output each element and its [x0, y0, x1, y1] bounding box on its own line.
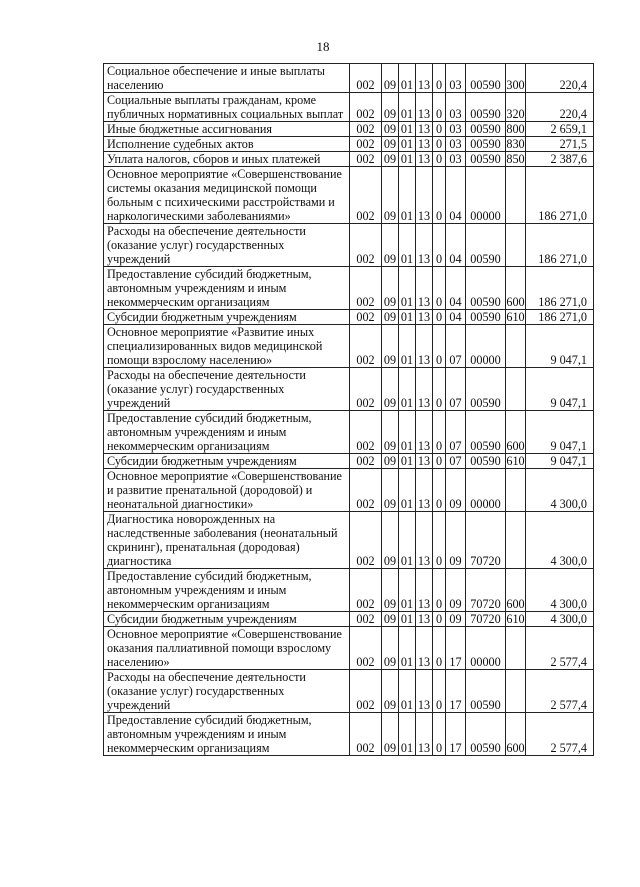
- cell-program-code: 13: [416, 512, 433, 569]
- table-row: [104, 167, 594, 224]
- cell-event-code: 09: [446, 512, 466, 569]
- cell-expense-type-code: [506, 325, 526, 368]
- cell-direction-code: 70720: [466, 612, 506, 627]
- cell-name: Основное мероприятие «Совершенствование оказания паллиативной помощи взрослому населению»: [104, 627, 350, 670]
- table-row: [104, 122, 594, 137]
- cell-program-code: 13: [416, 122, 433, 137]
- cell-expense-type-code: 600: [506, 569, 526, 612]
- cell-expense-type-code: [506, 167, 526, 224]
- cell-ministry-code: 002: [350, 713, 382, 756]
- table-row: [104, 469, 594, 512]
- cell-program-code: 13: [416, 612, 433, 627]
- cell-ministry-code: 002: [350, 325, 382, 368]
- cell-program-code: 13: [416, 627, 433, 670]
- cell-amount: 2 577,4: [526, 670, 594, 713]
- table-row: [104, 310, 594, 325]
- cell-ministry-code: 002: [350, 152, 382, 167]
- cell-subsection-code: 01: [399, 627, 416, 670]
- cell-program-code: 13: [416, 224, 433, 267]
- cell-direction-code: 00590: [466, 454, 506, 469]
- cell-amount: 186 271,0: [526, 267, 594, 310]
- cell-direction-code: 00000: [466, 325, 506, 368]
- cell-ministry-code: 002: [350, 670, 382, 713]
- cell-section-code: 09: [382, 310, 399, 325]
- cell-name: Иные бюджетные ассигнования: [104, 122, 350, 137]
- cell-event-code: 04: [446, 167, 466, 224]
- cell-name: Основное мероприятие «Развитие иных специализированных видов медицинской помощи взрослому населению»: [104, 325, 350, 368]
- cell-direction-code: 00590: [466, 310, 506, 325]
- table-row: [104, 512, 594, 569]
- cell-direction-code: 00590: [466, 64, 506, 93]
- cell-expense-type-code: 600: [506, 411, 526, 454]
- cell-event-code: 17: [446, 670, 466, 713]
- cell-expense-type-code: [506, 512, 526, 569]
- cell-subsection-code: 01: [399, 267, 416, 310]
- cell-name: Уплата налогов, сборов и иных платежей: [104, 152, 350, 167]
- table-row: [104, 713, 594, 756]
- cell-subsection-code: 01: [399, 224, 416, 267]
- cell-event-code: 07: [446, 368, 466, 411]
- cell-name: Расходы на обеспечение деятельности (оказание услуг) государственных учреждений: [104, 670, 350, 713]
- cell-amount: 9 047,1: [526, 368, 594, 411]
- cell-section-code: 09: [382, 569, 399, 612]
- table-row: [104, 93, 594, 122]
- cell-amount: 220,4: [526, 64, 594, 93]
- cell-amount: 4 300,0: [526, 512, 594, 569]
- cell-program-code: 13: [416, 569, 433, 612]
- cell-name: Предоставление субсидий бюджетным, автономным учреждениям и иным некоммерческим организациям: [104, 267, 350, 310]
- cell-section-code: 09: [382, 670, 399, 713]
- cell-subprogram-code: 0: [433, 152, 446, 167]
- cell-program-code: 13: [416, 469, 433, 512]
- cell-event-code: 09: [446, 612, 466, 627]
- cell-ministry-code: 002: [350, 122, 382, 137]
- cell-ministry-code: 002: [350, 167, 382, 224]
- cell-subprogram-code: 0: [433, 713, 446, 756]
- cell-amount: 186 271,0: [526, 310, 594, 325]
- cell-section-code: 09: [382, 93, 399, 122]
- cell-ministry-code: 002: [350, 469, 382, 512]
- cell-expense-type-code: [506, 368, 526, 411]
- page-number: 18: [316, 39, 330, 54]
- cell-amount: 186 271,0: [526, 224, 594, 267]
- table-row: [104, 411, 594, 454]
- cell-subsection-code: 01: [399, 64, 416, 93]
- cell-subsection-code: 01: [399, 670, 416, 713]
- cell-ministry-code: 002: [350, 368, 382, 411]
- cell-subsection-code: 01: [399, 454, 416, 469]
- cell-amount: 9 047,1: [526, 325, 594, 368]
- cell-subprogram-code: 0: [433, 411, 446, 454]
- cell-direction-code: 70720: [466, 512, 506, 569]
- budget-table: [103, 63, 594, 756]
- cell-direction-code: 00590: [466, 137, 506, 152]
- table-row: [104, 670, 594, 713]
- cell-event-code: 09: [446, 569, 466, 612]
- cell-name: Предоставление субсидий бюджетным, автономным учреждениям и иным некоммерческим организациям: [104, 569, 350, 612]
- cell-event-code: 03: [446, 93, 466, 122]
- cell-ministry-code: 002: [350, 627, 382, 670]
- cell-amount: 4 300,0: [526, 569, 594, 612]
- cell-subsection-code: 01: [399, 713, 416, 756]
- cell-name: Расходы на обеспечение деятельности (оказание услуг) государственных учреждений: [104, 224, 350, 267]
- cell-program-code: 13: [416, 267, 433, 310]
- cell-expense-type-code: 610: [506, 454, 525, 468]
- cell-event-code: 07: [446, 411, 466, 454]
- cell-section-code: 09: [382, 469, 399, 512]
- cell-program-code: 13: [416, 64, 433, 93]
- cell-name: Социальное обеспечение и иные выплаты населению: [104, 64, 350, 93]
- cell-program-code: 13: [416, 411, 433, 454]
- cell-subprogram-code: 0: [433, 310, 446, 325]
- cell-section-code: 09: [382, 325, 399, 368]
- cell-subsection-code: 01: [399, 310, 416, 325]
- cell-subprogram-code: 0: [433, 325, 446, 368]
- cell-section-code: 09: [382, 368, 399, 411]
- cell-direction-code: 00590: [466, 670, 506, 713]
- cell-subsection-code: 01: [399, 93, 416, 122]
- cell-amount: 186 271,0: [526, 167, 594, 224]
- cell-event-code: 03: [446, 152, 466, 167]
- cell-section-code: 09: [382, 122, 399, 137]
- cell-subsection-code: 01: [399, 152, 416, 167]
- cell-direction-code: 00000: [466, 167, 506, 224]
- cell-name: Предоставление субсидий бюджетным, автономным учреждениям и иным некоммерческим организациям: [104, 411, 350, 454]
- cell-subsection-code: 01: [399, 325, 416, 368]
- cell-ministry-code: 002: [350, 93, 382, 122]
- cell-expense-type-code: 830: [506, 137, 525, 151]
- cell-ministry-code: 002: [350, 512, 382, 569]
- cell-event-code: 09: [446, 469, 466, 512]
- cell-program-code: 13: [416, 137, 433, 152]
- cell-expense-type-code: 600: [506, 267, 526, 310]
- cell-expense-type-code: [506, 469, 526, 512]
- cell-expense-type-code: 850: [506, 152, 525, 166]
- cell-ministry-code: 002: [350, 411, 382, 454]
- cell-expense-type-code: 610: [506, 310, 525, 324]
- table-row: [104, 267, 594, 310]
- cell-amount: 2 577,4: [526, 713, 594, 756]
- cell-expense-type-code: 320: [506, 93, 526, 122]
- cell-direction-code: 00590: [466, 368, 506, 411]
- cell-program-code: 13: [416, 670, 433, 713]
- cell-direction-code: 00590: [466, 152, 506, 167]
- cell-program-code: 13: [416, 310, 433, 325]
- cell-amount: 220,4: [526, 93, 594, 122]
- cell-subprogram-code: 0: [433, 64, 446, 93]
- cell-subsection-code: 01: [399, 137, 416, 152]
- cell-direction-code: 00590: [466, 224, 506, 267]
- cell-subsection-code: 01: [399, 512, 416, 569]
- cell-subprogram-code: 0: [433, 167, 446, 224]
- cell-name: Исполнение судебных актов: [104, 137, 350, 152]
- cell-name: Социальные выплаты гражданам, кроме публичных нормативных социальных выплат: [104, 93, 350, 122]
- cell-program-code: 13: [416, 368, 433, 411]
- cell-name: Субсидии бюджетным учреждениям: [104, 612, 350, 627]
- cell-amount: 2 577,4: [526, 627, 594, 670]
- cell-subprogram-code: 0: [433, 469, 446, 512]
- cell-subprogram-code: 0: [433, 454, 446, 469]
- table-body: [104, 64, 594, 756]
- cell-subprogram-code: 0: [433, 512, 446, 569]
- cell-name: Диагностика новорожденных на наследственные заболевания (неонатальный скрининг), пренатальная (дородовая) диагностика: [104, 512, 350, 569]
- cell-expense-type-code: 300: [506, 64, 526, 93]
- cell-direction-code: 00590: [466, 713, 506, 756]
- table-row: [104, 137, 594, 152]
- cell-event-code: 07: [446, 454, 466, 469]
- cell-event-code: 04: [446, 267, 466, 310]
- cell-expense-type-code: 800: [506, 122, 525, 136]
- cell-direction-code: 00590: [466, 93, 506, 122]
- cell-subsection-code: 01: [399, 368, 416, 411]
- cell-subprogram-code: 0: [433, 368, 446, 411]
- cell-section-code: 09: [382, 512, 399, 569]
- cell-subprogram-code: 0: [433, 93, 446, 122]
- cell-event-code: 03: [446, 64, 466, 93]
- cell-ministry-code: 002: [350, 267, 382, 310]
- cell-event-code: 03: [446, 122, 466, 137]
- cell-name: Расходы на обеспечение деятельности (оказание услуг) государственных учреждений: [104, 368, 350, 411]
- table-row: [104, 569, 594, 612]
- cell-direction-code: 70720: [466, 569, 506, 612]
- cell-expense-type-code: [506, 670, 526, 713]
- cell-program-code: 13: [416, 152, 433, 167]
- cell-name: Основное мероприятие «Совершенствование системы оказания медицинской помощи больным с психическими расстройствами и наркологическими заболеваниями»: [104, 167, 350, 224]
- cell-expense-type-code: 610: [506, 612, 525, 626]
- cell-subprogram-code: 0: [433, 224, 446, 267]
- cell-event-code: 17: [446, 627, 466, 670]
- cell-section-code: 09: [382, 152, 399, 167]
- cell-section-code: 09: [382, 411, 399, 454]
- table-row: [104, 224, 594, 267]
- cell-event-code: 03: [446, 137, 466, 152]
- cell-name: Предоставление субсидий бюджетным, автономным учреждениям и иным некоммерческим организациям: [104, 713, 350, 756]
- table-row: [104, 152, 594, 167]
- cell-section-code: 09: [382, 713, 399, 756]
- cell-direction-code: 00590: [466, 122, 506, 137]
- table-row: [104, 454, 594, 469]
- cell-section-code: 09: [382, 454, 399, 469]
- cell-ministry-code: 002: [350, 454, 382, 469]
- cell-amount: 9 047,1: [526, 411, 594, 454]
- cell-ministry-code: 002: [350, 310, 382, 325]
- cell-section-code: 09: [382, 627, 399, 670]
- cell-amount: 2 659,1: [526, 122, 594, 137]
- table-row: [104, 627, 594, 670]
- cell-section-code: 09: [382, 224, 399, 267]
- table-row: [104, 325, 594, 368]
- cell-program-code: 13: [416, 93, 433, 122]
- cell-subprogram-code: 0: [433, 267, 446, 310]
- cell-subsection-code: 01: [399, 612, 416, 627]
- cell-name: Субсидии бюджетным учреждениям: [104, 454, 350, 469]
- table-row: [104, 612, 594, 627]
- cell-subprogram-code: 0: [433, 137, 446, 152]
- cell-subsection-code: 01: [399, 411, 416, 454]
- cell-subsection-code: 01: [399, 167, 416, 224]
- cell-section-code: 09: [382, 267, 399, 310]
- cell-name: Основное мероприятие «Совершенствование и развитие пренатальной (дородовой) и неонатальной диагностики»: [104, 469, 350, 512]
- cell-subsection-code: 01: [399, 569, 416, 612]
- cell-direction-code: 00000: [466, 627, 506, 670]
- cell-program-code: 13: [416, 325, 433, 368]
- cell-section-code: 09: [382, 64, 399, 93]
- cell-expense-type-code: [506, 627, 526, 670]
- cell-amount: 2 387,6: [526, 152, 594, 167]
- cell-ministry-code: 002: [350, 64, 382, 93]
- cell-section-code: 09: [382, 137, 399, 152]
- cell-program-code: 13: [416, 713, 433, 756]
- cell-direction-code: 00590: [466, 267, 506, 310]
- cell-direction-code: 00000: [466, 469, 506, 512]
- cell-ministry-code: 002: [350, 224, 382, 267]
- cell-amount: 4 300,0: [526, 469, 594, 512]
- cell-direction-code: 00590: [466, 411, 506, 454]
- cell-program-code: 13: [416, 454, 433, 469]
- cell-subprogram-code: 0: [433, 670, 446, 713]
- cell-event-code: 04: [446, 224, 466, 267]
- cell-ministry-code: 002: [350, 569, 382, 612]
- table-row: [104, 368, 594, 411]
- cell-amount: 271,5: [526, 137, 594, 152]
- cell-ministry-code: 002: [350, 612, 382, 627]
- cell-expense-type-code: [506, 224, 526, 267]
- table-row: [104, 64, 594, 93]
- cell-subprogram-code: 0: [433, 627, 446, 670]
- cell-name: Субсидии бюджетным учреждениям: [104, 310, 350, 325]
- cell-expense-type-code: 600: [506, 713, 526, 756]
- cell-subprogram-code: 0: [433, 569, 446, 612]
- cell-amount: 4 300,0: [526, 612, 594, 627]
- cell-ministry-code: 002: [350, 137, 382, 152]
- cell-amount: 9 047,1: [526, 454, 594, 469]
- cell-event-code: 17: [446, 713, 466, 756]
- cell-event-code: 04: [446, 310, 466, 325]
- cell-program-code: 13: [416, 167, 433, 224]
- cell-subprogram-code: 0: [433, 612, 446, 627]
- cell-section-code: 09: [382, 612, 399, 627]
- cell-event-code: 07: [446, 325, 466, 368]
- cell-section-code: 09: [382, 167, 399, 224]
- cell-subprogram-code: 0: [433, 122, 446, 137]
- cell-subsection-code: 01: [399, 469, 416, 512]
- cell-subsection-code: 01: [399, 122, 416, 137]
